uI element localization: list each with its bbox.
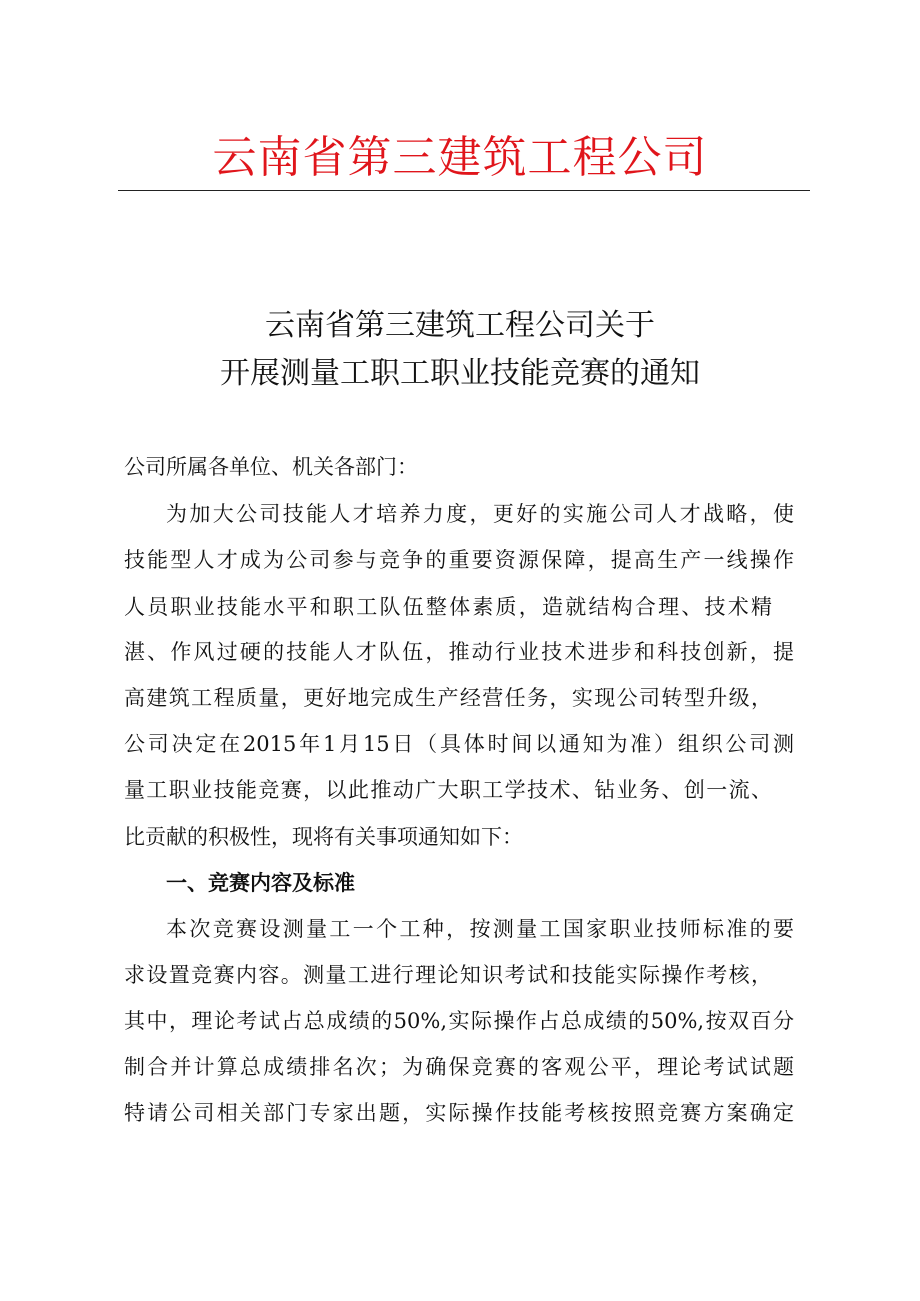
paragraph-2-line: 本次竞赛设测量工一个工种，按测量工国家职业技师标准的要 <box>166 917 794 941</box>
paragraph-2-line: 制合并计算总成绩排名次；为确保竞赛的客观公平，理论考试试题 <box>124 1055 794 1079</box>
paragraph-1-line: 比贡献的积极性，现将有关事项通知如下： <box>124 825 523 849</box>
paragraph-1-line: 公司决定在2015年1月15日（具体时间以通知为准）组织公司测 <box>124 732 794 756</box>
salutation: 公司所属各单位、机关各部门： <box>124 455 418 479</box>
paragraph-1-line: 湛、作风过硬的技能人才队伍，推动行业技术进步和科技创新，提 <box>124 640 794 664</box>
document-title-line-2: 开展测量工职工职业技能竞赛的通知 <box>220 356 700 391</box>
section-1-heading: 一、竞赛内容及标准 <box>166 871 355 895</box>
paragraph-1-line: 高建筑工程质量，更好地完成生产经营任务，实现公司转型升级， <box>124 686 772 710</box>
paragraph-2-line: 求设置竞赛内容。测量工进行理论知识考试和技能实际操作考核， <box>124 963 772 987</box>
paragraph-2-line: 特请公司相关部门专家出题，实际操作技能考核按照竞赛方案确定 <box>124 1101 794 1125</box>
paragraph-1-line: 为加大公司技能人才培养力度，更好的实施公司人才战略，使 <box>166 502 794 526</box>
company-letterhead: 云南省第三建筑工程公司 <box>212 132 708 183</box>
letterhead-divider <box>118 190 810 191</box>
paragraph-1-line: 人员职业技能水平和职工队伍整体素质，造就结构合理、技术精 <box>124 595 772 619</box>
paragraph-2-line: 其中，理论考试占总成绩的50%,实际操作占总成绩的50%,按双百分 <box>124 1009 794 1033</box>
document-title-line-1: 云南省第三建筑工程公司关于 <box>265 308 655 343</box>
paragraph-1-line: 量工职业技能竞赛，以此推动广大职工学技术、钻业务、创一流、 <box>124 778 772 802</box>
paragraph-1-line: 技能型人才成为公司参与竞争的重要资源保障，提高生产一线操作 <box>124 548 794 572</box>
